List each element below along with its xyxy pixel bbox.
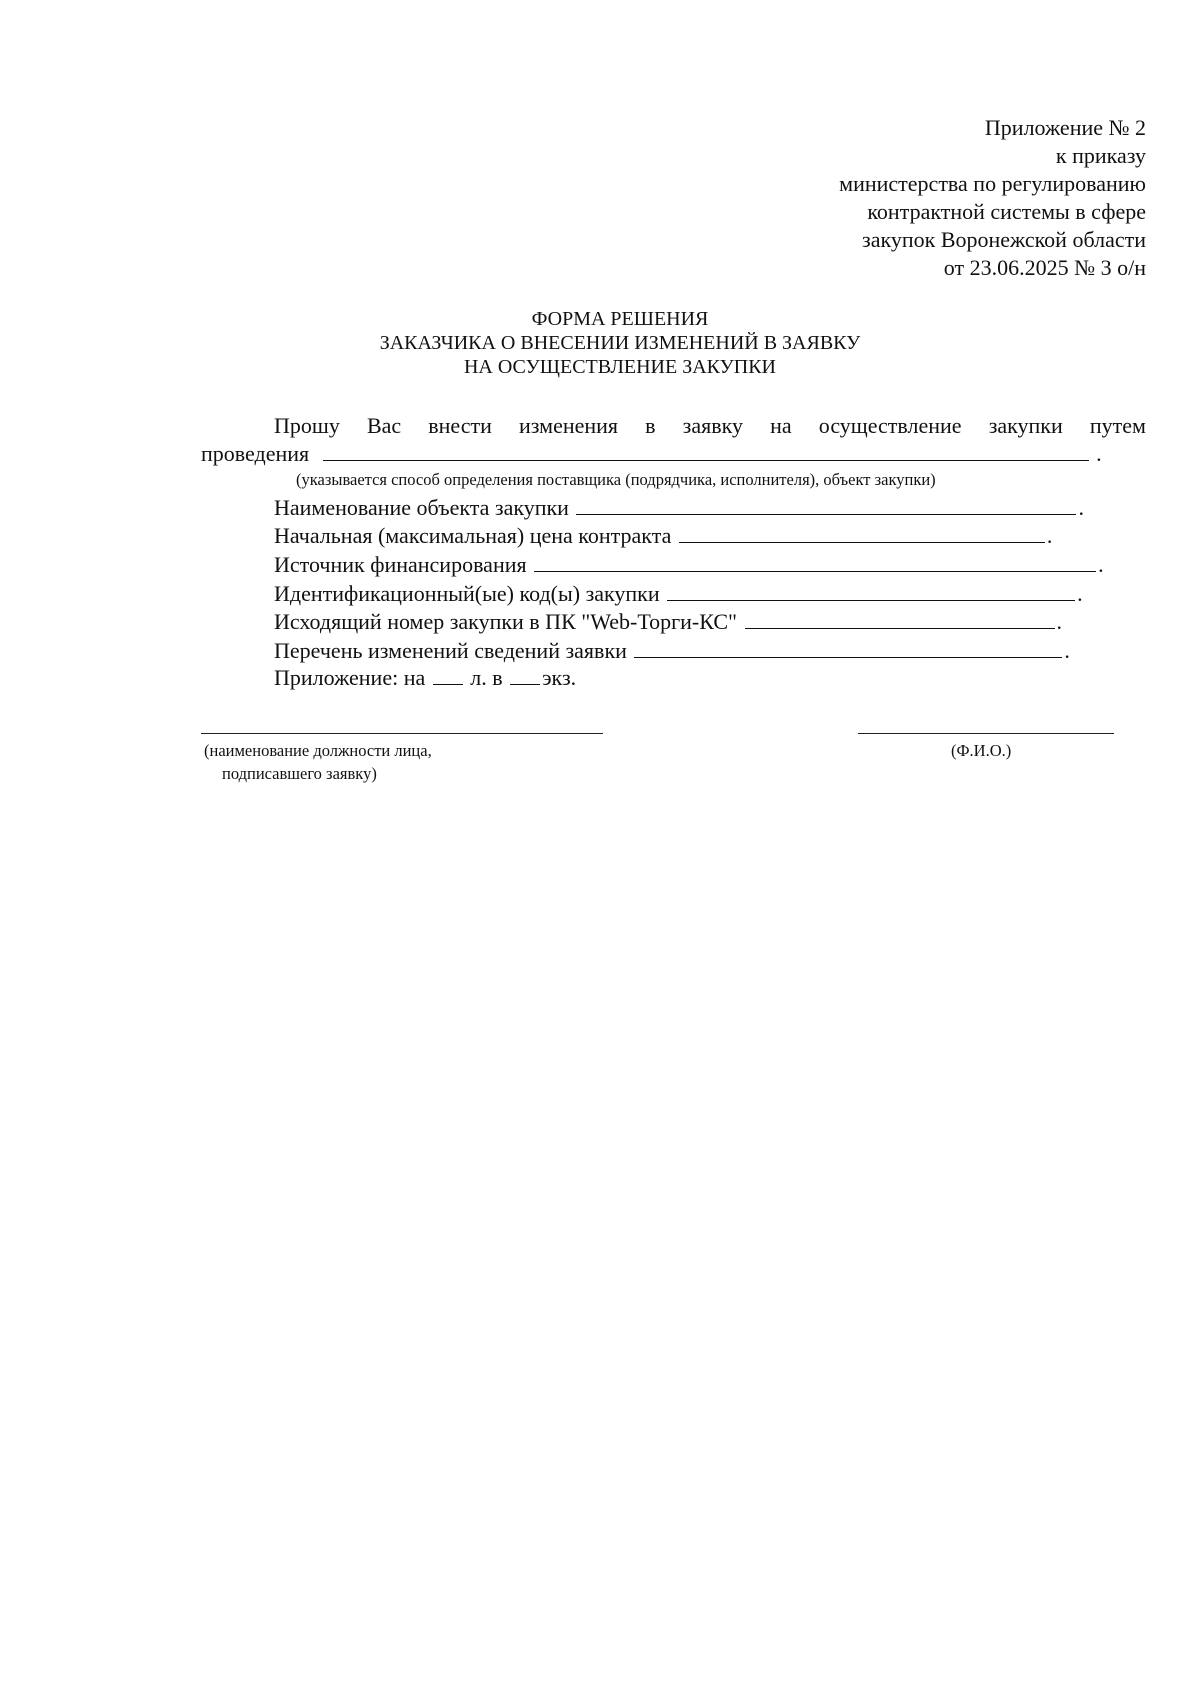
form-title-line3: НА ОСУЩЕСТВЛЕНИЕ ЗАКУПКИ: [463, 356, 776, 378]
form-title-line1: ФОРМА РЕШЕНИЯ: [531, 308, 709, 330]
changes-list-input[interactable]: [634, 637, 1062, 658]
request-word: изменения: [519, 413, 619, 438]
position-signature-line[interactable]: [201, 733, 603, 734]
attachment-copies-input[interactable]: [510, 664, 540, 685]
field-procurement-codes-label: Идентификационный(ые) код(ы) закупки: [274, 581, 660, 606]
field-outgoing-number: [274, 608, 1062, 636]
object-name-input[interactable]: [576, 494, 1076, 515]
outgoing-number-input[interactable]: [745, 608, 1055, 629]
request-word: закупки: [988, 413, 1063, 438]
request-word: Прошу: [274, 413, 340, 438]
period: .: [1078, 495, 1084, 520]
request-word: Вас: [366, 413, 402, 438]
request-word: на: [770, 413, 792, 438]
appendix-header: [839, 114, 1146, 282]
period: .: [1046, 523, 1053, 548]
period: .: [1098, 552, 1104, 577]
funding-source-input[interactable]: [534, 551, 1096, 572]
appendix-region: закупок Воронежской области: [862, 227, 1146, 252]
request-word: путем: [1089, 413, 1146, 438]
method-hint: (указывается способ определения поставщика (подрядчика, исполнителя), объект закупки): [296, 470, 936, 489]
field-object-name: [274, 494, 1084, 522]
name-caption: (Ф.И.О.): [951, 741, 1012, 760]
attachment-prefix: Приложение: на: [274, 665, 426, 690]
period: .: [1064, 638, 1070, 663]
name-signature-line[interactable]: [858, 733, 1114, 734]
field-max-price: [274, 522, 1052, 550]
form-title: [0, 307, 1200, 379]
field-outgoing-number-label: Исходящий номер закупки в ПК "Web-Торги-КС": [274, 609, 738, 634]
field-funding-source-label: Источник финансирования: [274, 552, 527, 577]
field-attachment: [274, 664, 576, 692]
request-word: внести: [428, 413, 492, 438]
appendix-system: контрактной системы в сфере: [867, 199, 1146, 224]
appendix-order-ref: к приказу: [1055, 143, 1146, 168]
period: .: [1096, 441, 1102, 466]
method-label: проведения: [201, 441, 310, 466]
period: .: [1077, 581, 1083, 606]
field-procurement-codes: [274, 580, 1083, 608]
appendix-number: Приложение № 2: [984, 115, 1146, 140]
attachment-middle: л. в: [470, 665, 503, 690]
attachment-pages-input[interactable]: [433, 664, 463, 685]
max-price-input[interactable]: [679, 522, 1045, 543]
attachment-suffix: экз.: [542, 665, 577, 690]
request-word: осуществление: [818, 413, 962, 438]
request-line-1: [274, 412, 1146, 440]
request-line-2: [201, 440, 1102, 468]
form-title-line2: ЗАКАЗЧИКА О ВНЕСЕНИИ ИЗМЕНЕНИЙ В ЗАЯВКУ: [379, 332, 861, 354]
position-caption-1: (наименование должности лица,: [204, 741, 432, 760]
field-changes-list-label: Перечень изменений сведений заявки: [274, 638, 627, 663]
field-funding-source: [274, 551, 1104, 579]
method-field[interactable]: [323, 440, 1089, 461]
request-word: заявку: [682, 413, 743, 438]
position-caption-2: подписавшего заявку): [222, 764, 377, 783]
request-word: в: [645, 413, 656, 438]
field-changes-list: [274, 637, 1070, 665]
procurement-codes-input[interactable]: [667, 580, 1075, 601]
field-max-price-label: Начальная (максимальная) цена контракта: [274, 523, 672, 548]
field-object-name-label: Наименование объекта закупки: [274, 495, 569, 520]
period: .: [1056, 609, 1063, 634]
appendix-date: от 23.06.2025 № 3 о/н: [943, 255, 1146, 280]
appendix-ministry: министерства по регулированию: [839, 171, 1146, 196]
